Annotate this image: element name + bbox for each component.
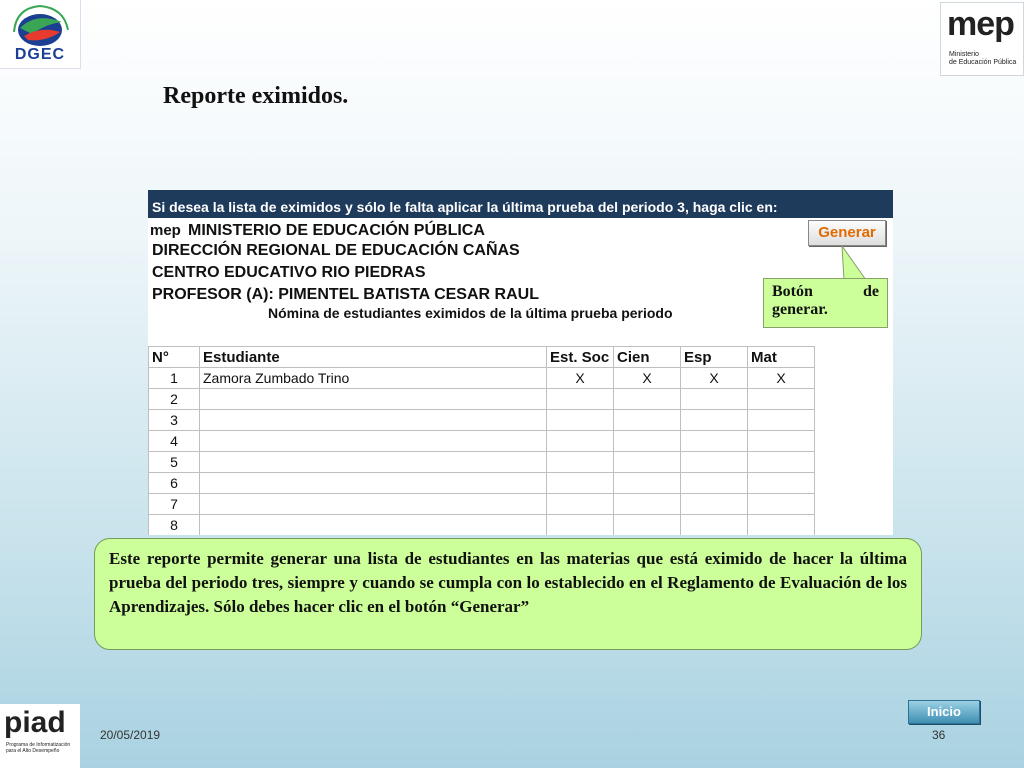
cell-esp xyxy=(681,431,748,452)
cell-est-soc xyxy=(547,452,614,473)
col-header-est-soc: Est. Soc xyxy=(547,347,614,368)
table-row xyxy=(149,473,815,494)
callout-word-boton: Botón xyxy=(772,283,813,300)
table-row xyxy=(149,368,815,389)
table-row xyxy=(149,410,815,431)
callout-pointer xyxy=(830,246,870,282)
cell-cien xyxy=(614,494,681,515)
sheet-mini-logo: mep xyxy=(150,222,181,239)
table-row xyxy=(149,431,815,452)
cell-cien xyxy=(614,515,681,536)
cell-esp xyxy=(681,410,748,431)
piad-logo xyxy=(0,704,80,768)
cell-esp xyxy=(681,389,748,410)
footer-date: 20/05/2019 xyxy=(100,728,161,742)
piad-logo-word: piad xyxy=(4,706,66,739)
inicio-button[interactable]: Inicio xyxy=(908,700,980,724)
cell-est-soc xyxy=(547,431,614,452)
cell-esp xyxy=(681,473,748,494)
cell-number: 2 xyxy=(149,389,200,410)
cell-mat xyxy=(748,410,815,431)
mep-logo-sub1: Ministerio xyxy=(949,51,979,58)
cell-esp: X xyxy=(681,368,748,389)
dgec-logo-text: DGEC xyxy=(14,46,66,63)
table-row xyxy=(149,494,815,515)
mep-logo-word: mep xyxy=(947,5,1014,43)
col-header-esp: Esp xyxy=(681,347,748,368)
cell-student-name xyxy=(200,452,547,473)
spreadsheet-view xyxy=(148,190,893,535)
cell-number: 5 xyxy=(149,452,200,473)
cell-est-soc xyxy=(547,494,614,515)
callout-word-de: de xyxy=(863,283,879,300)
footer-page-number: 36 xyxy=(932,728,946,742)
cell-mat xyxy=(748,431,815,452)
cell-esp xyxy=(681,452,748,473)
cell-number: 1 xyxy=(149,368,200,389)
table-row xyxy=(149,389,815,410)
cell-number: 7 xyxy=(149,494,200,515)
table-row xyxy=(149,515,815,536)
cell-student-name xyxy=(200,431,547,452)
sheet-line-school: CENTRO EDUCATIVO RIO PIEDRAS xyxy=(152,264,426,281)
cell-cien xyxy=(614,473,681,494)
cell-student-name: Zamora Zumbado Trino xyxy=(200,368,547,389)
cell-cien: X xyxy=(614,368,681,389)
sheet-header-bar: Si desea la lista de eximidos y sólo le falta aplicar la última prueba del periodo 3, haga clic en: xyxy=(148,190,893,218)
sheet-line-ministry: MINISTERIO DE EDUCACIÓN PÚBLICA xyxy=(188,222,485,239)
cell-cien xyxy=(614,431,681,452)
students-table xyxy=(148,346,815,535)
piad-logo-subtitle: Programa de Informatización para el Alto Desempeño xyxy=(6,742,71,754)
dgec-globe-icon xyxy=(6,2,74,48)
cell-est-soc xyxy=(547,515,614,536)
col-header-cien: Cien xyxy=(614,347,681,368)
table-row xyxy=(149,452,815,473)
mep-logo-subtitle xyxy=(949,51,1016,67)
sheet-line-teacher: PROFESOR (A): PIMENTEL BATISTA CESAR RAUL xyxy=(152,286,539,303)
mep-logo xyxy=(940,2,1024,76)
callout-word-generar: generar. xyxy=(772,301,828,318)
cell-mat: X xyxy=(748,368,815,389)
cell-student-name xyxy=(200,410,547,431)
cell-mat xyxy=(748,494,815,515)
cell-number: 6 xyxy=(149,473,200,494)
cell-student-name xyxy=(200,515,547,536)
generar-button[interactable]: Generar xyxy=(808,220,886,246)
cell-mat xyxy=(748,452,815,473)
cell-student-name xyxy=(200,473,547,494)
sheet-subtitle: Nómina de estudiantes eximidos de la última prueba periodo xyxy=(268,305,673,321)
sheet-line-region: DIRECCIÓN REGIONAL DE EDUCACIÓN CAÑAS xyxy=(152,242,520,259)
mep-logo-sub2: de Educación Pública xyxy=(949,59,1017,66)
cell-number: 4 xyxy=(149,431,200,452)
cell-cien xyxy=(614,410,681,431)
generar-callout xyxy=(763,278,888,328)
cell-number: 3 xyxy=(149,410,200,431)
col-header-number: N° xyxy=(149,347,200,368)
cell-cien xyxy=(614,389,681,410)
cell-esp xyxy=(681,515,748,536)
col-header-mat: Mat xyxy=(748,347,815,368)
table-header-row xyxy=(149,347,815,368)
cell-est-soc xyxy=(547,410,614,431)
info-description-box: Este reporte permite generar una lista de estudiantes en las materias que está eximido de hacer la última prueba del periodo tres, siempre y cuando se cumpla con lo establecido en el Reglamento de Evaluación de los Aprendizajes. Sólo debes hacer clic en el botón “Generar” xyxy=(94,538,922,650)
cell-mat xyxy=(748,515,815,536)
cell-esp xyxy=(681,494,748,515)
cell-est-soc xyxy=(547,389,614,410)
cell-est-soc xyxy=(547,473,614,494)
cell-student-name xyxy=(200,389,547,410)
page-title: Reporte eximidos. xyxy=(163,83,349,109)
cell-cien xyxy=(614,452,681,473)
cell-mat xyxy=(748,389,815,410)
cell-mat xyxy=(748,473,815,494)
col-header-student: Estudiante xyxy=(200,347,547,368)
cell-student-name xyxy=(200,494,547,515)
cell-number: 8 xyxy=(149,515,200,536)
cell-est-soc: X xyxy=(547,368,614,389)
dgec-logo xyxy=(0,0,81,69)
